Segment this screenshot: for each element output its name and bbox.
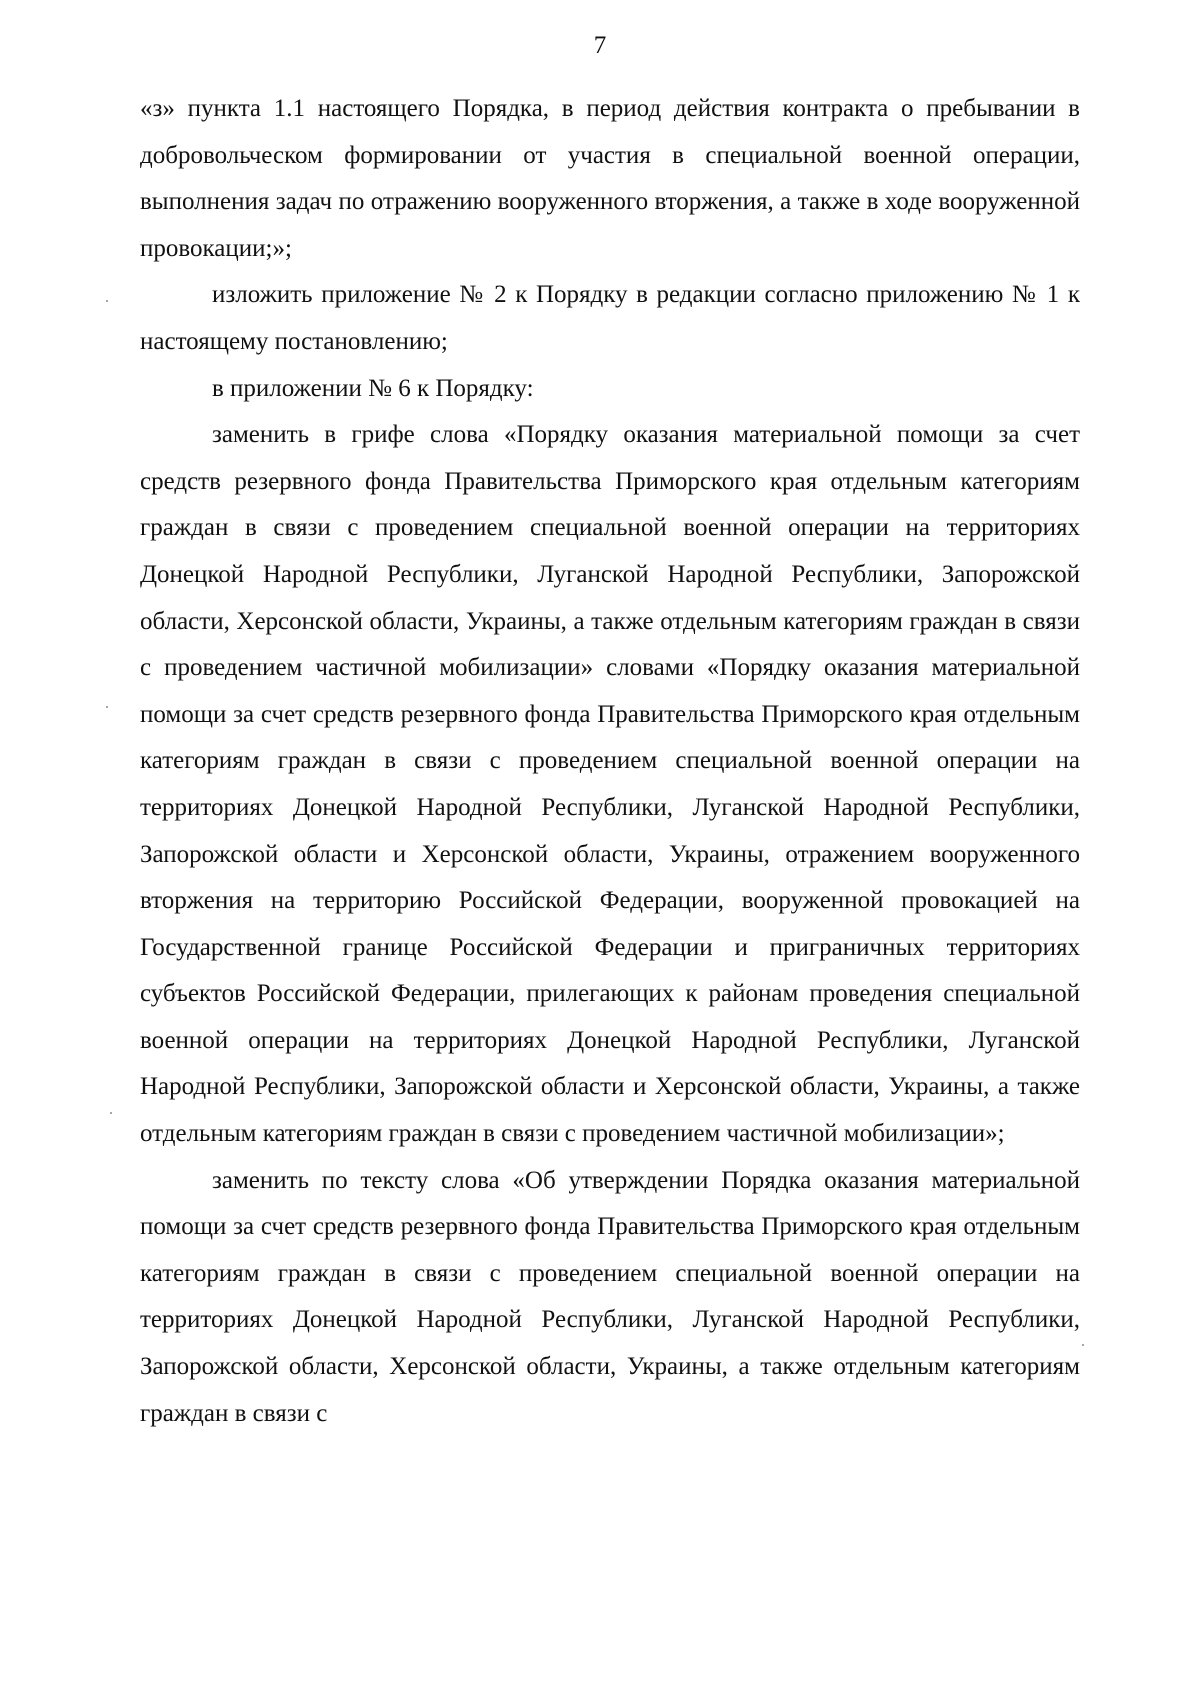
paragraph-continuation: «з» пункта 1.1 настоящего Порядка, в период действия контракта о пребывании в добровольческом формировании от участия в специальной военной операции, выполнения задач по отражению вооруженного вторжения, а также в ходе вооруженной провокации;»; — [140, 95, 1080, 262]
scan-speck — [106, 706, 108, 708]
scan-speck — [106, 300, 108, 302]
paragraph-appendix-6-intro: в приложении № 6 к Порядку: — [212, 374, 534, 402]
paragraph-appendix-2: изложить приложение № 2 к Порядку в редакции согласно приложению № 1 к настоящему постановлению; — [140, 281, 1080, 355]
paragraph-replace-stamp: заменить в грифе слова «Порядку оказания материальной помощи за счет средств резервного фонда Правительства Приморского края отдельным категориям граждан в связи с проведением специальной военной операции на территориях Донецкой Народной Республики, Луганской Народной Республики, Запорожской области, Херсонской области, Украины, а также отдельным категориям граждан в связи с проведением частичной мобилизации» словами «Порядку оказания материальной помощи за счет средств резервного фонда Правительства Приморского края отдельным категориям граждан в связи с проведением специальной военной операции на территориях Донецкой Народной Республики, Луганской Народной Республики, Запорожской области и Херсонской области, Украины, отражением вооруженного вторжения на территорию Российской Федерации, вооруженной провокацией на Государственной границе Российской Федерации и приграничных территориях субъектов Российской Федерации, прилегающих к районам проведения специальной военной операции на территориях Донецкой Народной Республики, Луганской Народной Республики, Запорожской области и Херсонской области, Украины, а также отдельным категориям граждан в связи с проведением частичной мобилизации»; — [140, 421, 1080, 1148]
paragraph-replace-text: заменить по тексту слова «Об утверждении Порядка оказания материальной помощи за счет средств резервного фонда Правительства Приморского края отдельным категориям граждан в связи с проведением специальной военной операции на территориях Донецкой Народной Республики, Луганской Народной Республики, Запорожской области, Херсонской области, Украины, а также отдельным категориям граждан в связи с — [140, 1166, 1080, 1427]
scan-speck — [1082, 1344, 1084, 1346]
page-number: 7 — [593, 32, 607, 59]
body-text — [140, 86, 1080, 1437]
scan-speck — [110, 1112, 112, 1114]
